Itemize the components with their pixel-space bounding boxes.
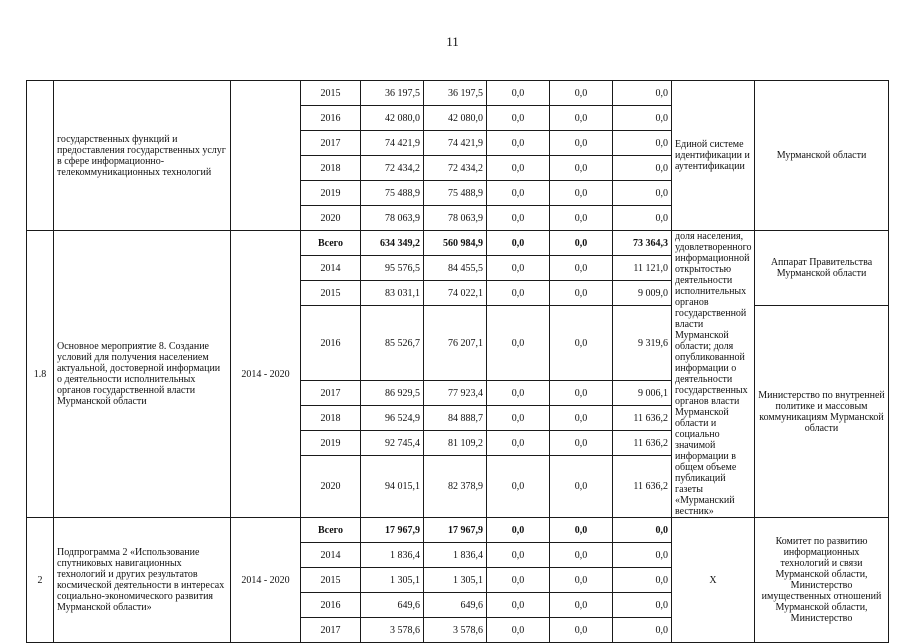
activity-name-cell: государственных функций и предоставления государственных услуг в сфере информационно-телекоммуникационных технологий (54, 81, 231, 231)
other-sources-cell: 0,0 (613, 81, 672, 106)
local-budget-cell: 0,0 (550, 431, 613, 456)
year-cell: 2015 (301, 568, 361, 593)
local-budget-cell: 0,0 (550, 543, 613, 568)
executor-cell: Аппарат Правительства Мурманской области (755, 231, 889, 306)
year-cell: 2020 (301, 456, 361, 518)
indicator-cell: Единой системе идентификации и аутентификации (672, 81, 755, 231)
total-cell: 17 967,9 (361, 518, 424, 543)
year-cell: 2016 (301, 106, 361, 131)
total-cell: 74 421,9 (361, 131, 424, 156)
local-budget-cell: 0,0 (550, 106, 613, 131)
federal-budget-cell: 0,0 (487, 106, 550, 131)
total-cell: 634 349,2 (361, 231, 424, 256)
federal-budget-cell: 0,0 (487, 206, 550, 231)
year-cell: Всего (301, 518, 361, 543)
table-row (27, 81, 889, 106)
other-sources-cell: 0,0 (613, 156, 672, 181)
year-cell: Всего (301, 231, 361, 256)
local-budget-cell: 0,0 (550, 181, 613, 206)
federal-budget-cell: 0,0 (487, 81, 550, 106)
federal-budget-cell: 0,0 (487, 306, 550, 381)
total-cell: 72 434,2 (361, 156, 424, 181)
year-cell: 2017 (301, 131, 361, 156)
activity-name-cell: Основное мероприятие 8. Создание условий для получения населением актуальной, достоверной информации о деятельности исполнительных органов государственной власти Мурманской области (54, 231, 231, 518)
local-budget-cell: 0,0 (550, 568, 613, 593)
federal-budget-cell: 0,0 (487, 131, 550, 156)
year-cell: 2015 (301, 81, 361, 106)
activity-name-cell: Подпрограмма 2 «Использование спутниковых навигационных технологий и других результатов космической деятельности в интересах социально-экономического развития Мурманской области» (54, 518, 231, 643)
federal-budget-cell: 0,0 (487, 456, 550, 518)
regional-budget-cell: 84 455,5 (424, 256, 487, 281)
federal-budget-cell: 0,0 (487, 543, 550, 568)
year-cell: 2020 (301, 206, 361, 231)
other-sources-cell: 0,0 (613, 568, 672, 593)
executor-cell: Комитет по развитию информационных технологий и связи Мурманской области, Министерство имущественных отношений Мурманской области, Министерство (755, 518, 889, 643)
regional-budget-cell: 1 836,4 (424, 543, 487, 568)
total-cell: 3 578,6 (361, 618, 424, 643)
federal-budget-cell: 0,0 (487, 618, 550, 643)
regional-budget-cell: 72 434,2 (424, 156, 487, 181)
other-sources-cell: 11 636,2 (613, 406, 672, 431)
regional-budget-cell: 76 207,1 (424, 306, 487, 381)
regional-budget-cell: 74 421,9 (424, 131, 487, 156)
other-sources-cell: 0,0 (613, 106, 672, 131)
local-budget-cell: 0,0 (550, 618, 613, 643)
regional-budget-cell: 84 888,7 (424, 406, 487, 431)
regional-budget-cell: 3 578,6 (424, 618, 487, 643)
federal-budget-cell: 0,0 (487, 281, 550, 306)
other-sources-cell: 9 006,1 (613, 381, 672, 406)
other-sources-cell: 0,0 (613, 131, 672, 156)
year-cell: 2018 (301, 156, 361, 181)
year-cell: 2016 (301, 306, 361, 381)
local-budget-cell: 0,0 (550, 81, 613, 106)
local-budget-cell: 0,0 (550, 518, 613, 543)
year-cell: 2019 (301, 181, 361, 206)
indicator-cell: X (672, 518, 755, 643)
local-budget-cell: 0,0 (550, 156, 613, 181)
code-cell: 2 (27, 518, 54, 643)
table-body (27, 81, 889, 643)
other-sources-cell: 0,0 (613, 618, 672, 643)
total-cell: 92 745,4 (361, 431, 424, 456)
executor-cell: Мурманской области (755, 81, 889, 231)
executor-cell: Министерство по внутренней политике и массовым коммуникациям Мурманской области (755, 306, 889, 518)
total-cell: 1 305,1 (361, 568, 424, 593)
other-sources-cell: 9 319,6 (613, 306, 672, 381)
other-sources-cell: 11 121,0 (613, 256, 672, 281)
year-cell: 2018 (301, 406, 361, 431)
total-cell: 75 488,9 (361, 181, 424, 206)
regional-budget-cell: 74 022,1 (424, 281, 487, 306)
table-row (27, 231, 889, 256)
regional-budget-cell: 78 063,9 (424, 206, 487, 231)
federal-budget-cell: 0,0 (487, 518, 550, 543)
year-cell: 2017 (301, 618, 361, 643)
total-cell: 86 929,5 (361, 381, 424, 406)
regional-budget-cell: 1 305,1 (424, 568, 487, 593)
local-budget-cell: 0,0 (550, 381, 613, 406)
page-number: 11 (446, 34, 459, 49)
federal-budget-cell: 0,0 (487, 156, 550, 181)
total-cell: 78 063,9 (361, 206, 424, 231)
total-cell: 85 526,7 (361, 306, 424, 381)
local-budget-cell: 0,0 (550, 131, 613, 156)
period-cell: 2014 - 2020 (231, 231, 301, 518)
federal-budget-cell: 0,0 (487, 256, 550, 281)
budget-table (26, 80, 889, 643)
local-budget-cell: 0,0 (550, 231, 613, 256)
regional-budget-cell: 75 488,9 (424, 181, 487, 206)
period-cell: 2014 - 2020 (231, 518, 301, 643)
total-cell: 36 197,5 (361, 81, 424, 106)
year-cell: 2014 (301, 256, 361, 281)
total-cell: 1 836,4 (361, 543, 424, 568)
other-sources-cell: 0,0 (613, 181, 672, 206)
regional-budget-cell: 77 923,4 (424, 381, 487, 406)
total-cell: 83 031,1 (361, 281, 424, 306)
other-sources-cell: 73 364,3 (613, 231, 672, 256)
year-cell: 2019 (301, 431, 361, 456)
local-budget-cell: 0,0 (550, 306, 613, 381)
year-cell: 2014 (301, 543, 361, 568)
code-cell: 1.8 (27, 231, 54, 518)
total-cell: 96 524,9 (361, 406, 424, 431)
other-sources-cell: 0,0 (613, 518, 672, 543)
federal-budget-cell: 0,0 (487, 181, 550, 206)
regional-budget-cell: 82 378,9 (424, 456, 487, 518)
total-cell: 94 015,1 (361, 456, 424, 518)
code-cell (27, 81, 54, 231)
total-cell: 649,6 (361, 593, 424, 618)
regional-budget-cell: 649,6 (424, 593, 487, 618)
local-budget-cell: 0,0 (550, 281, 613, 306)
local-budget-cell: 0,0 (550, 206, 613, 231)
other-sources-cell: 0,0 (613, 543, 672, 568)
federal-budget-cell: 0,0 (487, 431, 550, 456)
year-cell: 2017 (301, 381, 361, 406)
regional-budget-cell: 42 080,0 (424, 106, 487, 131)
other-sources-cell: 11 636,2 (613, 456, 672, 518)
federal-budget-cell: 0,0 (487, 593, 550, 618)
period-cell (231, 81, 301, 231)
local-budget-cell: 0,0 (550, 456, 613, 518)
other-sources-cell: 0,0 (613, 206, 672, 231)
total-cell: 95 576,5 (361, 256, 424, 281)
regional-budget-cell: 17 967,9 (424, 518, 487, 543)
regional-budget-cell: 36 197,5 (424, 81, 487, 106)
federal-budget-cell: 0,0 (487, 568, 550, 593)
other-sources-cell: 9 009,0 (613, 281, 672, 306)
federal-budget-cell: 0,0 (487, 381, 550, 406)
total-cell: 42 080,0 (361, 106, 424, 131)
other-sources-cell: 0,0 (613, 593, 672, 618)
other-sources-cell: 11 636,2 (613, 431, 672, 456)
regional-budget-cell: 81 109,2 (424, 431, 487, 456)
year-cell: 2016 (301, 593, 361, 618)
federal-budget-cell: 0,0 (487, 406, 550, 431)
indicator-cell: доля населения, удовлетворенного информационной открытостью деятельности исполнительных органов государственной власти Мурманской области; доля опубликованной информации о деятельности государственных органов власти Мурманской области и социально значимой информации в общем объеме публикаций газеты «Мурманский вестник» (672, 231, 755, 518)
local-budget-cell: 0,0 (550, 256, 613, 281)
year-cell: 2015 (301, 281, 361, 306)
table-row (27, 518, 889, 543)
federal-budget-cell: 0,0 (487, 231, 550, 256)
local-budget-cell: 0,0 (550, 406, 613, 431)
local-budget-cell: 0,0 (550, 593, 613, 618)
regional-budget-cell: 560 984,9 (424, 231, 487, 256)
